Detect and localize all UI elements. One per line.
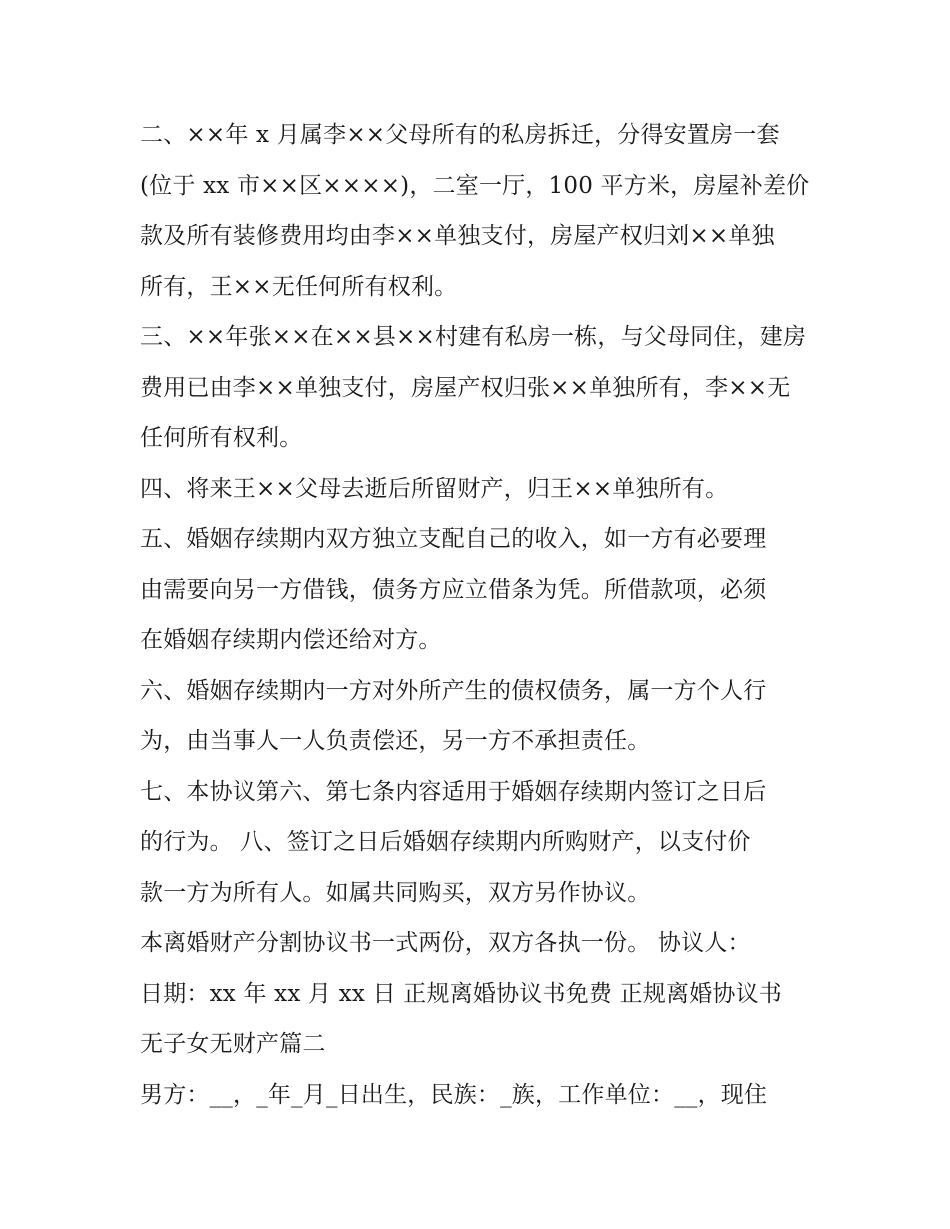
text-line: 费用已由李××单独支付，房屋产权归张××单独所有，李××无 [140,374,791,401]
text-line: 二、××年 x 月属李××父母所有的私房拆迁，分得安置房一套 [140,122,780,148]
text-line: 为，由当事人一人负责偿还，另一方不承担责任。 [140,728,651,754]
text-line: (位于 xx 市××区××××)，二室一厅，100 平方米，房屋补差价 [140,172,810,199]
text-line: 无子女无财产篇二 [140,1031,326,1057]
text-line: 款及所有装修费用均由李××单独支付，房屋产权归刘××单独 [140,223,775,249]
text-line: 款一方为所有人。如属共同购买，双方另作协议。 [140,879,651,906]
text-line: 五、婚姻存续期内双方独立支配自己的收入，如一方有必要理 [140,526,767,552]
text-line: 四、将来王××父母去逝后所留财产，归王××单独所有。 [140,475,729,502]
text-line: 所有，王××无任何所有权利。 [140,273,458,300]
text-line: 的行为。 八、签订之日后婚姻存续期内所购财产，以支付价 [140,829,751,855]
text-line: 由需要向另一方借钱，债务方应立借条为凭。所借款项，必须 [140,576,767,603]
text-line: 七、本协议第六、第七条内容适用于婚姻存续期内签订之日后 [140,778,767,805]
document-body [140,110,820,1120]
text-line: 三、××年张××在××县××村建有私房一栋，与父母同住，建房 [140,324,807,350]
text-line: 日期：xx 年 xx 月 xx 日 正规离婚协议书免费 正规离婚协议书 [140,980,783,1007]
text-line: 六、婚姻存续期内一方对外所产生的债权债务，属一方个人行 [140,677,767,704]
text-line: 男方：__，_年_月_日出生，民族：_族，工作单位：__，现住 [140,1081,768,1108]
text-line: 任何所有权利。 [140,425,303,451]
text-line: 在婚姻存续期内偿还给对方。 [140,627,442,653]
text-line: 本离婚财产分割协议书一式两份，双方各执一份。 协议人： [140,930,751,956]
